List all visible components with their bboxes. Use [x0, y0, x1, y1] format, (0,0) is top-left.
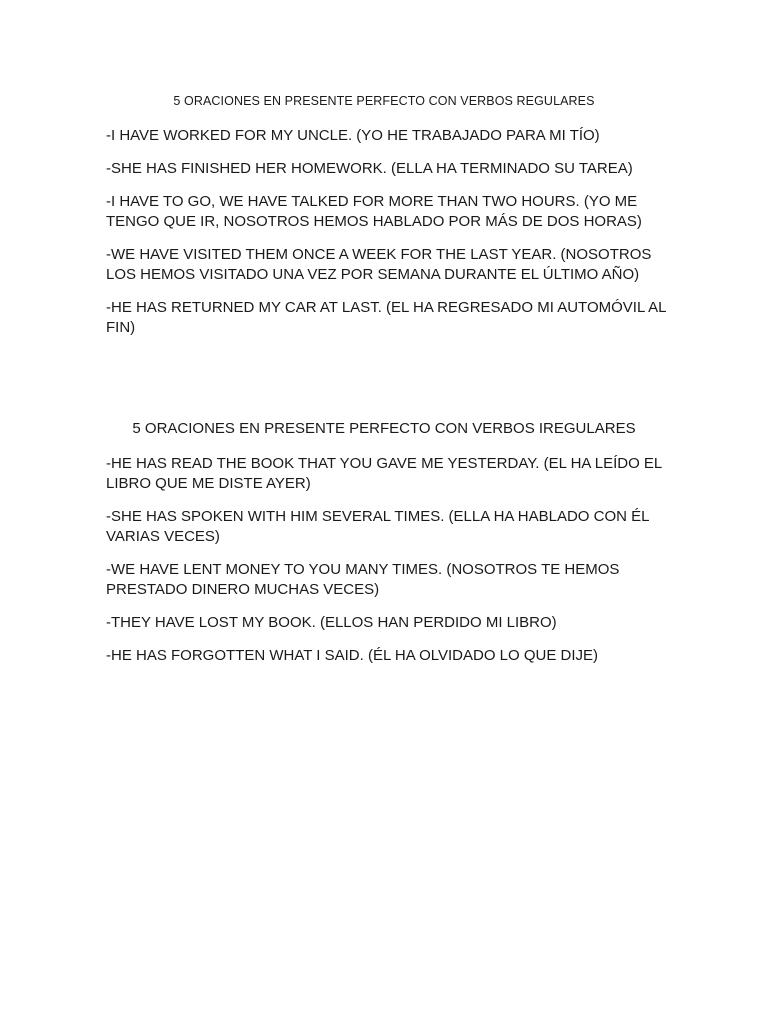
regular-sentence-4: -WE HAVE VISITED THEM ONCE A WEEK FOR THE LAST YEAR. (NOSOTROS LOS HEMOS VISITADO UNA VEZ POR SEMANA DURANTE EL ÚLTIMO AÑO) — [106, 246, 652, 283]
irregular-sentence-4: -THEY HAVE LOST MY BOOK. (ELLOS HAN PERDIDO MI LIBRO) — [106, 614, 557, 631]
regular-sentence-5: -HE HAS RETURNED MY CAR AT LAST. (EL HA REGRESADO MI AUTOMÓVIL AL FIN) — [106, 299, 666, 336]
regular-sentence-1: -I HAVE WORKED FOR MY UNCLE. (YO HE TRABAJADO PARA MI TÍO) — [106, 127, 600, 144]
irregular-sentence-2: -SHE HAS SPOKEN WITH HIM SEVERAL TIMES. (ELLA HA HABLADO CON ÉL VARIAS VECES) — [106, 508, 649, 545]
irregular-sentence-5: -HE HAS FORGOTTEN WHAT I SAID. (ÉL HA OLVIDADO LO QUE DIJE) — [106, 647, 599, 664]
irregular-verbs-section — [106, 454, 666, 679]
irregular-verbs-heading: 5 ORACIONES EN PRESENTE PERFECTO CON VERBOS IREGULARES — [132, 420, 636, 437]
irregular-sentence-1: -HE HAS READ THE BOOK THAT YOU GAVE ME YESTERDAY. (EL HA LEÍDO EL LIBRO QUE ME DISTE AYER) — [106, 455, 662, 492]
regular-verbs-section — [106, 126, 666, 351]
regular-verbs-heading: 5 ORACIONES EN PRESENTE PERFECTO CON VERBOS REGULARES — [173, 94, 595, 108]
irregular-sentence-3: -WE HAVE LENT MONEY TO YOU MANY TIMES. (NOSOTROS TE HEMOS PRESTADO DINERO MUCHAS VECES) — [106, 561, 620, 598]
regular-sentence-2: -SHE HAS FINISHED HER HOMEWORK. (ELLA HA TERMINADO SU TAREA) — [106, 160, 633, 177]
regular-sentence-3: -I HAVE TO GO, WE HAVE TALKED FOR MORE THAN TWO HOURS. (YO ME TENGO QUE IR, NOSOTROS HEMOS HABLADO POR MÁS DE DOS HORAS) — [106, 193, 642, 230]
